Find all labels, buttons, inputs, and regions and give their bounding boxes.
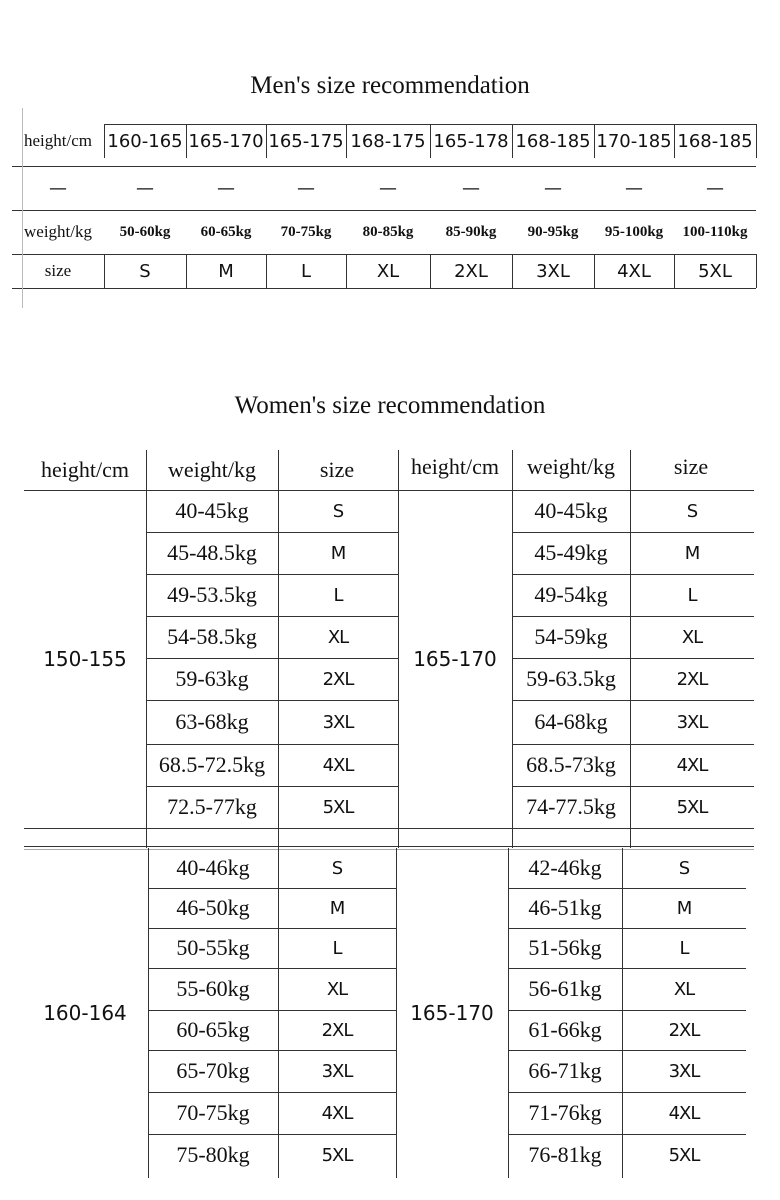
- women-size-cell: L: [687, 584, 697, 606]
- women-weight-cell: 40-46kg: [176, 855, 250, 880]
- women-header-size-right: size: [673, 454, 709, 479]
- women-height-bottom-right: 165-170: [410, 1001, 494, 1025]
- women-weight-cell: 61-66kg: [528, 1017, 602, 1042]
- women-size-cell: S: [678, 857, 690, 879]
- men-weight-cell: 90-95kg: [527, 223, 579, 240]
- women-weight-cell: 66-71kg: [528, 1058, 602, 1083]
- women-weight-cell: 46-51kg: [528, 895, 602, 920]
- women-weight-cell: 54-59kg: [534, 624, 608, 649]
- men-dash-cell: —: [49, 177, 67, 199]
- men-size-cell: 4XL: [617, 260, 651, 282]
- men-size-cell: XL: [376, 260, 400, 282]
- women-weight-cell: 76-81kg: [528, 1142, 602, 1167]
- women-height-top-left: 150-155: [43, 647, 127, 671]
- women-weight-cell: 72.5-77kg: [167, 794, 257, 819]
- men-height-label: height/cm: [24, 131, 92, 150]
- men-size-cell: M: [218, 260, 234, 282]
- men-size-cell: S: [139, 260, 151, 282]
- women-weight-cell: 59-63kg: [175, 666, 249, 691]
- men-title: Men's size recommendation: [250, 72, 530, 99]
- women-weight-cell: 71-76kg: [528, 1100, 602, 1125]
- women-size-cell: 5XL: [676, 796, 708, 818]
- women-weight-cell: 75-80kg: [176, 1142, 250, 1167]
- men-height-cell: 168-185: [515, 130, 591, 152]
- women-weight-cell: 42-46kg: [528, 855, 602, 880]
- women-size-cell: 4XL: [322, 754, 354, 776]
- women-size-cell: 5XL: [668, 1144, 700, 1166]
- women-weight-cell: 65-70kg: [176, 1058, 250, 1083]
- women-col-line: [396, 848, 397, 1178]
- men-weight-cell: 60-65kg: [200, 223, 252, 240]
- men-weight-cell: 100-110kg: [682, 223, 748, 240]
- men-dash-cell: —: [136, 177, 154, 199]
- men-row-line: [12, 210, 104, 211]
- men-height-cell: 165-170: [188, 130, 264, 152]
- men-row-line: [12, 288, 104, 289]
- women-size-cell: 5XL: [322, 796, 354, 818]
- women-size-cell: 2XL: [322, 668, 354, 690]
- women-size-cell: L: [679, 937, 689, 959]
- men-weight-cell: 70-75kg: [280, 223, 332, 240]
- men-size-label: size: [44, 261, 72, 280]
- women-size-cell: 2XL: [668, 1019, 700, 1041]
- women-header-weight-left: weight/kg: [168, 457, 256, 482]
- women-size-cell: L: [333, 584, 343, 606]
- women-weight-cell: 60-65kg: [176, 1017, 250, 1042]
- men-height-cell: 170-185: [596, 130, 672, 152]
- women-size-cell: 2XL: [321, 1019, 353, 1041]
- women-size-cell: 3XL: [322, 711, 354, 733]
- men-col-line: [756, 254, 757, 288]
- men-size-cell: L: [300, 260, 312, 282]
- men-size-cell: 2XL: [454, 260, 488, 282]
- men-height-cell: 168-175: [350, 130, 426, 152]
- men-weight-cell: 50-60kg: [119, 223, 171, 240]
- women-weight-cell: 45-48.5kg: [167, 540, 257, 565]
- men-weight-cell: 85-90kg: [445, 223, 497, 240]
- men-height-cell: 165-175: [268, 130, 344, 152]
- women-col-line: [398, 450, 399, 848]
- men-weight-cell: 95-100kg: [604, 223, 664, 240]
- men-size-cell: 3XL: [536, 260, 570, 282]
- women-height-top-right: 165-170: [413, 647, 497, 671]
- women-size-cell: 4XL: [668, 1102, 700, 1124]
- women-size-cell: XL: [673, 978, 695, 1000]
- women-weight-cell: 45-49kg: [534, 540, 608, 565]
- women-height-bottom-left: 160-164: [43, 1001, 127, 1025]
- men-dash-cell: —: [462, 177, 480, 199]
- women-size-cell: 4XL: [676, 754, 708, 776]
- women-size-cell: S: [332, 500, 344, 522]
- men-weight-cell: 80-85kg: [362, 223, 414, 240]
- women-weight-cell: 49-53.5kg: [167, 582, 257, 607]
- women-size-cell: S: [686, 500, 698, 522]
- men-dash-cell: —: [706, 177, 724, 199]
- women-size-cell: 3XL: [676, 711, 708, 733]
- women-weight-cell: 64-68kg: [534, 709, 608, 734]
- women-size-cell: 3XL: [321, 1060, 353, 1082]
- women-header-height-left: height/cm: [41, 457, 129, 482]
- women-size-cell: M: [684, 542, 700, 564]
- women-size-cell: 3XL: [668, 1060, 700, 1082]
- men-height-cell: 165-178: [433, 130, 509, 152]
- women-size-cell: 4XL: [321, 1102, 353, 1124]
- men-height-cell: 168-185: [677, 130, 753, 152]
- women-weight-cell: 68.5-72.5kg: [158, 752, 266, 777]
- women-size-cell: XL: [326, 978, 348, 1000]
- women-section-line: [24, 846, 754, 847]
- women-header-height-right: height/cm: [411, 454, 499, 479]
- women-size-cell: M: [329, 897, 345, 919]
- women-size-cell: XL: [327, 626, 349, 648]
- men-col-line: [756, 124, 757, 158]
- women-weight-cell: 40-45kg: [175, 498, 249, 523]
- women-size-cell: L: [332, 937, 342, 959]
- men-row-line: [104, 288, 756, 289]
- women-weight-cell: 40-45kg: [534, 498, 608, 523]
- men-dash-cell: —: [217, 177, 235, 199]
- women-header-size-left: size: [319, 457, 355, 482]
- women-title: Women's size recommendation: [234, 392, 546, 419]
- women-size-cell: M: [676, 897, 692, 919]
- men-size-cell: 5XL: [698, 260, 732, 282]
- women-weight-cell: 68.5-73kg: [526, 752, 616, 777]
- men-height-cell: 160-165: [107, 130, 183, 152]
- men-dash-cell: —: [544, 177, 562, 199]
- women-weight-cell: 70-75kg: [176, 1100, 250, 1125]
- women-weight-cell: 74-77.5kg: [526, 794, 616, 819]
- men-weight-label: weight/kg: [24, 222, 92, 241]
- men-dash-cell: —: [625, 177, 643, 199]
- women-weight-cell: 55-60kg: [176, 976, 250, 1001]
- women-size-cell: 5XL: [321, 1144, 353, 1166]
- women-row-line: [146, 828, 398, 829]
- women-weight-cell: 51-56kg: [528, 935, 602, 960]
- women-row-line: [512, 828, 754, 829]
- men-dash-cell: —: [379, 177, 397, 199]
- women-size-cell: M: [330, 542, 346, 564]
- women-size-cell: XL: [681, 626, 703, 648]
- women-weight-cell: 56-61kg: [528, 976, 602, 1001]
- women-weight-cell: 54-58.5kg: [167, 624, 257, 649]
- women-weight-cell: 46-50kg: [176, 895, 250, 920]
- women-weight-cell: 63-68kg: [175, 709, 249, 734]
- women-size-cell: S: [331, 857, 343, 879]
- women-header-weight-right: weight/kg: [527, 454, 615, 479]
- women-size-cell: 2XL: [676, 668, 708, 690]
- women-weight-cell: 59-63.5kg: [526, 666, 616, 691]
- men-row-line: [12, 254, 104, 255]
- women-weight-cell: 49-54kg: [534, 582, 608, 607]
- women-weight-cell: 50-55kg: [176, 935, 250, 960]
- men-dash-cell: —: [297, 177, 315, 199]
